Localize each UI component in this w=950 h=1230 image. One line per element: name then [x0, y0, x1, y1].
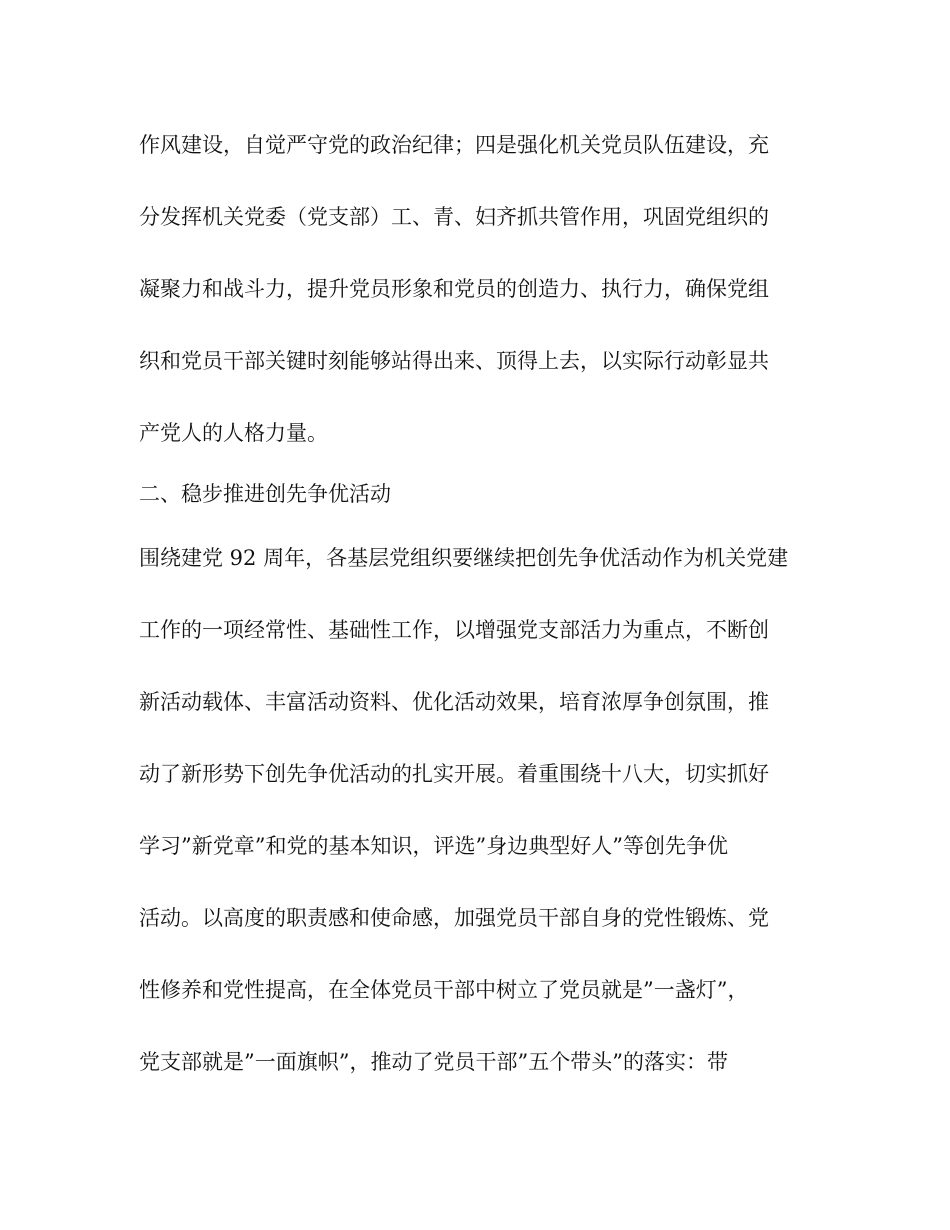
- paragraph-line: 工作的一项经常性、基础性工作，以增强党支部活力为重点，不断创: [139, 618, 769, 642]
- paragraph-line: 性修养和党性提高，在全体党员干部中树立了党员就是”一盏灯”，: [139, 978, 749, 1002]
- paragraph-line: 凝聚力和战斗力，提升党员形象和党员的创造力、执行力，确保党组: [139, 277, 769, 301]
- paragraph-line: 围绕建党 92 周年，各基层党组织要继续把创先争优活动作为机关党建: [139, 546, 789, 570]
- paragraph-line: 产党人的人格力量。: [139, 421, 328, 445]
- paragraph-line: 学习”新党章”和党的基本知识，评选”身边典型好人”等创先争优: [139, 834, 728, 858]
- paragraph-line: 织和党员干部关键时刻能够站得出来、顶得上去，以实际行动彰显共: [139, 349, 769, 373]
- paragraph-line: 活动。以高度的职责感和使命感，加强党员干部自身的党性锻炼、党: [139, 906, 769, 930]
- paragraph-line: 新活动载体、丰富活动资料、优化活动效果，培育浓厚争创氛围，推: [139, 690, 769, 714]
- paragraph-line: 分发挥机关党委（党支部）工、青、妇齐抓共管作用，巩固党组织的: [139, 205, 769, 229]
- paragraph-line: 党支部就是”一面旗帜”，推动了党员干部”五个带头”的落实：带: [139, 1050, 728, 1074]
- paragraph-line: 作风建设，自觉严守党的政治纪律；四是强化机关党员队伍建设，充: [139, 133, 769, 157]
- section-heading: 二、稳步推进创先争优活动: [139, 482, 391, 506]
- paragraph-line: 动了新形势下创先争优活动的扎实开展。着重围绕十八大，切实抓好: [139, 762, 769, 786]
